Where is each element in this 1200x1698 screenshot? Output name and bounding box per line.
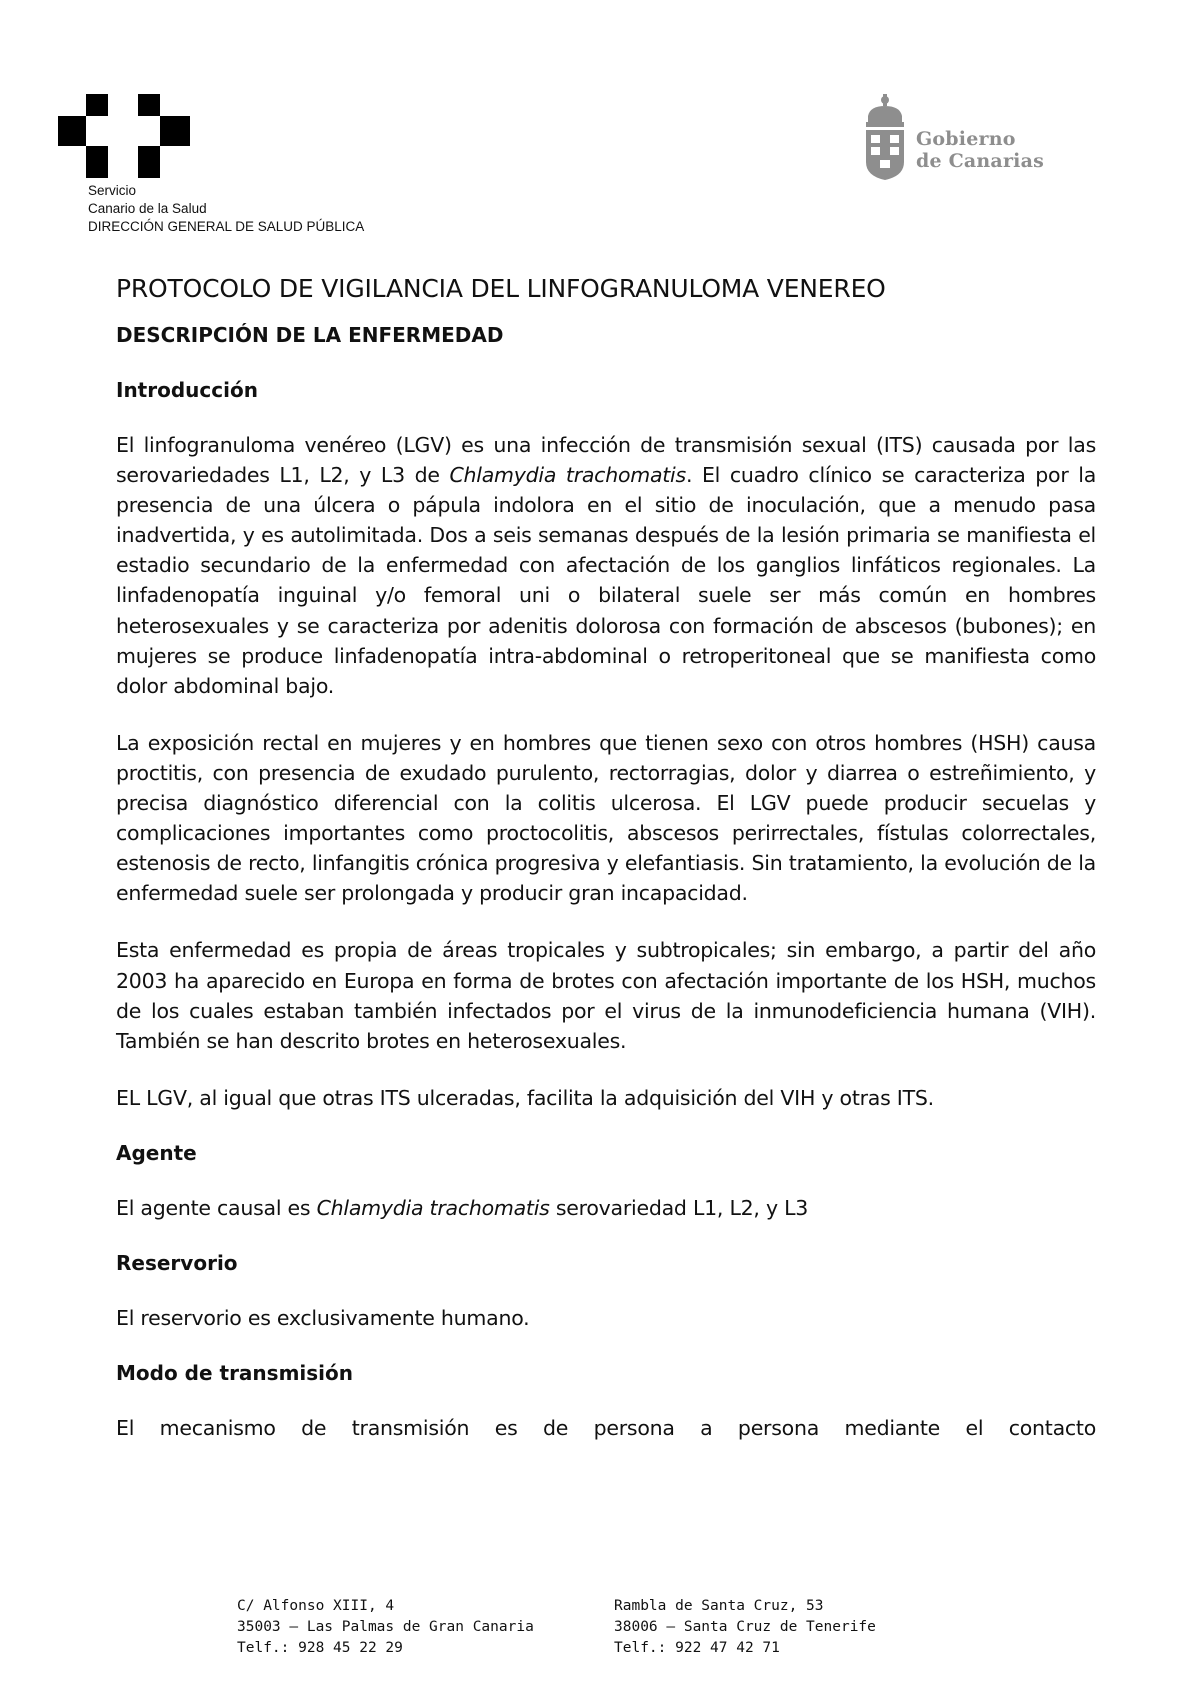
heading-introduccion: Introducción [116, 378, 258, 402]
agente-text-a: El agente causal es [116, 1195, 317, 1220]
scs-line-2: Canario de la Salud [88, 201, 207, 216]
scs-line-1: Servicio [88, 183, 137, 198]
document-title: PROTOCOLO DE VIGILANCIA DEL LINFOGRANULOMA VENEREO [116, 274, 886, 303]
section-heading-descripcion: DESCRIPCIÓN DE LA ENFERMEDAD [116, 323, 504, 347]
paragraph-introduccion-1 [116, 430, 1096, 701]
p1-organism-name: Chlamydia trachomatis [449, 463, 686, 488]
scs-line-3: DIRECCIÓN GENERAL DE SALUD PÚBLICA [88, 219, 365, 234]
footer-right-line-3: Telf.: 922 47 42 71 [614, 1640, 780, 1656]
footer-address-tenerife [614, 1596, 876, 1659]
scs-organization-text [88, 182, 364, 236]
paragraph-agente [116, 1193, 1096, 1223]
gobierno-canarias-wordmark [916, 128, 1044, 172]
agente-organism-name: Chlamydia trachomatis [316, 1195, 550, 1220]
paragraph-introduccion-2: La exposición rectal en mujeres y en hombres que tienen sexo con otros hombres (HSH) causa proctitis, con presencia de exudado purulento, rectorragias, dolor y diarrea o estreñimiento, y precisa diagnóstico diferencial con la colitis ulcerosa. El LGV puede producir secuelas y complicaciones importantes como proctocolitis, abscesos perirrectales, fístulas colorrectales, estenosis de recto, linfangitis crónica progresiva y elefantiasis. Sin tratamiento, la evolución de la enfermedad suele ser prolongada y producir gran incapacidad. [116, 730, 1096, 906]
gobierno-canarias-logo [862, 94, 1052, 180]
paragraph-modo-transmision: El mecanismo de transmisión es de persona a persona mediante el contacto [116, 1416, 1096, 1441]
heading-modo-transmision: Modo de transmisión [116, 1361, 354, 1386]
document-body [116, 268, 1096, 1443]
p1-text-b: . El cuadro clínico se caracteriza por la presencia de una úlcera o pápula indolora en el sitio de inoculación, que a menudo pasa inadvertida, y es autolimitada. Dos a seis semanas después de la lesión primaria se manifiesta el estadio secundario de la enfermedad con afectación de los ganglios linfáticos regionales. La linfadenopatía inguinal y/o femoral uni o bilateral suele ser más común en hombres heterosexuales y se caracteriza por adenitis dolorosa con formación de abscesos (bubones); en mujeres se produce linfadenopatía intra-abdominal o retroperitoneal que se manifiesta como dolor abdominal bajo. [116, 463, 1097, 698]
scs-cross-logo [58, 94, 190, 178]
heading-reservorio: Reservorio [116, 1250, 238, 1275]
paragraph-introduccion-3: Esta enfermedad es propia de áreas tropicales y subtropicales; sin embargo, a partir del año 2003 ha aparecido en Europa en forma de brotes con afectación importante de los HSH, muchos de los cuales estaban también infectados por el virus de la inmunodeficiencia humana (VIH). También se han descrito brotes en heterosexuales. [116, 938, 1096, 1053]
heading-agente: Agente [116, 1140, 197, 1165]
agente-text-b: serovariedad L1, L2, y L3 [549, 1195, 809, 1220]
footer-left-line-1: C/ Alfonso XIII, 4 [237, 1598, 395, 1614]
gc-line-2: de Canarias [916, 150, 1044, 172]
footer-left-line-2: 35003 – Las Palmas de Gran Canaria [237, 1619, 534, 1635]
paragraph-introduccion-4: EL LGV, al igual que otras ITS ulceradas, facilita la adquisición del VIH y otras ITS. [116, 1085, 934, 1110]
gc-line-1: Gobierno [916, 128, 1016, 150]
footer-right-line-2: 38006 – Santa Cruz de Tenerife [614, 1619, 876, 1635]
p1-text-a: El linfogranuloma venéreo (LGV) es una infección de transmisión sexual (ITS) causada por las serovariedades L1, L2, y L3 de [116, 433, 1096, 488]
footer-right-line-1: Rambla de Santa Cruz, 53 [614, 1598, 824, 1614]
footer-address-las-palmas [237, 1596, 534, 1659]
coat-of-arms-icon [862, 94, 908, 180]
paragraph-reservorio: El reservorio es exclusivamente humano. [116, 1305, 530, 1330]
footer-left-line-3: Telf.: 928 45 22 29 [237, 1640, 403, 1656]
